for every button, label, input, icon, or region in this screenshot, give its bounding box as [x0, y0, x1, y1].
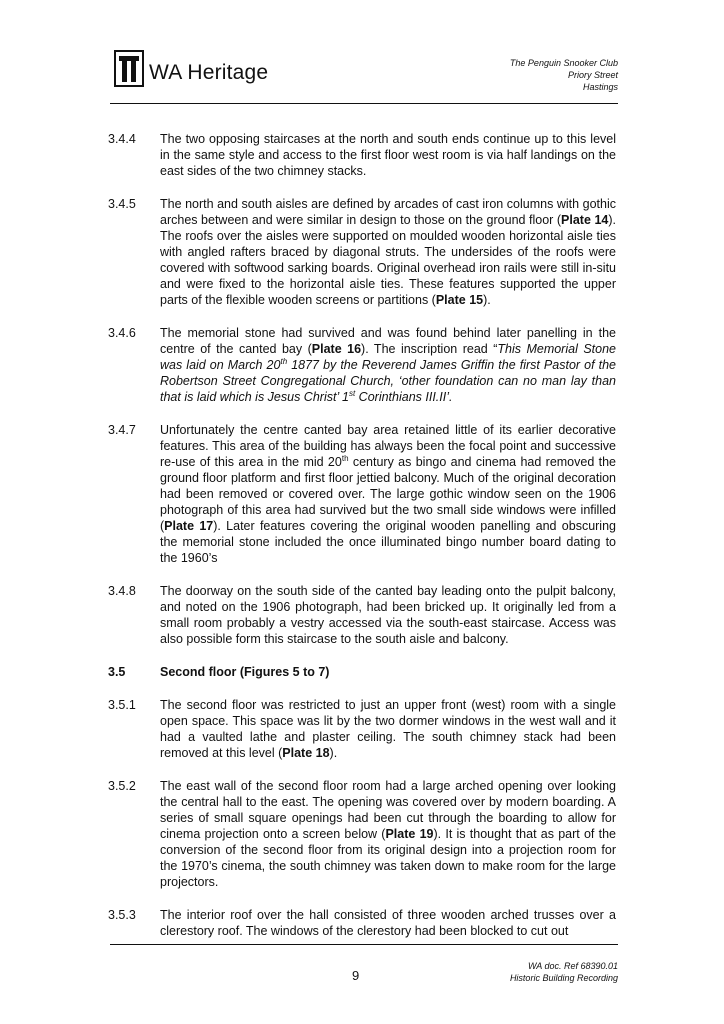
paragraph [108, 325, 616, 405]
paragraph-number: 3.4.6 [108, 326, 136, 340]
text-segment: ). The inscription read “ [361, 342, 498, 356]
paragraph [108, 196, 616, 308]
text-segment: ). [329, 746, 338, 760]
plate-reference: Plate 17 [164, 519, 214, 533]
paragraph-text [160, 907, 616, 939]
page-number: 9 [352, 968, 360, 983]
text-segment: Corinthians III.II’. [355, 390, 453, 404]
text-segment: ). It is thought that as part of the conversion of the second floor from its original design into a projection room for the 1970’s cinema, the south chimney was taken down to make room for the large projectors. [160, 827, 616, 889]
paragraph-number: 3.4.5 [108, 197, 136, 211]
paragraph-text [160, 697, 616, 761]
paragraph-text [160, 196, 616, 308]
text-segment: The doorway on the south side of the canted bay leading onto the pulpit balcony, and noted on the 1906 photograph, had been bricked up. It originally led from a small room probably a vestry accessed via the south-east staircase. Access was also possible form this staircase to the south aisle and balcony. [160, 584, 616, 646]
section-number: 3.5 [108, 665, 126, 679]
header-street: Priory Street [567, 70, 618, 80]
paragraph-number: 3.4.7 [108, 423, 136, 437]
paragraph-text [160, 131, 616, 179]
text-segment: This Memorial Stone was laid on March 20 [160, 342, 616, 372]
text-segment: The north and south aisles are defined by arcades of cast iron columns with gothic arches between and were similar in design to those on the ground floor ( [160, 197, 616, 227]
paragraph-text [160, 583, 616, 647]
plate-reference: Plate 14 [561, 213, 609, 227]
paragraph [108, 583, 616, 647]
text-segment: century as bingo and cinema had removed the ground floor platform and first floor jettied balcony. Much of the original decoration had been removed or covered over. The large gothic window seen on the 1906 photograph of this area had survived but the two small side windows were infilled ( [160, 455, 617, 533]
text-segment: th [280, 356, 288, 366]
plate-reference: Plate 19 [385, 827, 434, 841]
footer-doc-ref: WA doc. Ref 68390.01 [527, 961, 618, 971]
paragraph-number: 3.5.1 [108, 698, 136, 712]
plate-reference: Plate 18 [282, 746, 330, 760]
section-title: Second floor (Figures 5 to 7) [160, 665, 330, 679]
logo-text: WA Heritage [149, 60, 269, 84]
logo [114, 50, 268, 87]
header-document-info [510, 57, 618, 93]
text-segment: The interior roof over the hall consisted of three wooden arched trusses over a clerestory roof. The windows of the clerestory had been blocked to cut out [160, 908, 616, 938]
paragraph-number: 3.4.4 [108, 132, 136, 146]
header-title: The Penguin Snooker Club [509, 58, 618, 68]
footer-document-ref [510, 960, 618, 984]
paragraph-text [160, 325, 616, 405]
section-heading [108, 664, 616, 680]
plate-reference: Plate 16 [311, 342, 362, 356]
wa-heritage-logo-icon [114, 50, 144, 87]
text-segment: The second floor was restricted to just an upper front (west) room with a single open space. This space was lit by the two dormer windows in the west wall and it had a vaulted lathe and plaster ceiling. The south chimney stack had been removed at this level ( [160, 698, 616, 760]
paragraph [108, 697, 616, 761]
text-segment: ). Later features covering the original wooden panelling and obscuring the memorial stone included the once illuminated bingo number board dating to the 1960’s [160, 519, 616, 565]
text-segment: The two opposing staircases at the north and south ends continue up to this level in the same style and access to the first floor west room is via half landings on the east sides of the two chimney stacks. [160, 132, 616, 178]
text-segment: th [341, 453, 349, 463]
paragraph [108, 778, 616, 890]
text-segment: 1877 by the Reverend James Griffin the first Pastor of the Robertson Street Congregational Church, ‘other foundation can no man lay than that is laid which is Jesus Christ’ 1 [160, 358, 616, 404]
paragraph-number: 3.4.8 [108, 584, 136, 598]
footer-rule [110, 944, 618, 945]
header-town: Hastings [582, 82, 618, 92]
text-segment: Unfortunately the centre canted bay area retained little of its earlier decorative features. This area of the building has always been the focal point and successive re-use of this area in the mid 20 [160, 423, 616, 469]
text-segment: The memorial stone had survived and was found behind later panelling in the centre of the canted bay ( [160, 326, 616, 356]
paragraph [108, 422, 616, 566]
paragraph [108, 907, 616, 939]
section-3-4-paragraphs [108, 131, 616, 647]
footer-doc-type: Historic Building Recording [509, 973, 618, 983]
plate-reference: Plate 15 [435, 293, 484, 307]
text-segment: The east wall of the second floor room had a large arched opening over looking the central hall to the east. The opening was covered over by modern boarding. A series of small square openings had been cut through the boarding to allow for cinema projection onto a screen below ( [160, 779, 616, 841]
paragraph-text [160, 778, 616, 890]
text-segment: ). The roofs over the aisles were supported on moulded wooden horizontal aisle ties with angled rafters braced by diagonal struts. The undersides of the roofs were covered with softwood sarking boards. Original overhead iron rails were still in-situ and were fixed to the horizontal aisle ties. These features supported the upper parts of the flexible wooden screens or partitions ( [160, 213, 616, 307]
header-rule [110, 103, 618, 104]
section-3-5-paragraphs [108, 697, 616, 939]
paragraph-number: 3.5.2 [108, 779, 136, 793]
paragraph-text [160, 422, 616, 566]
paragraph-number: 3.5.3 [108, 908, 136, 922]
text-segment: st [348, 388, 356, 398]
text-segment: ). [483, 293, 491, 307]
paragraph [108, 131, 616, 179]
document-body [108, 131, 616, 956]
